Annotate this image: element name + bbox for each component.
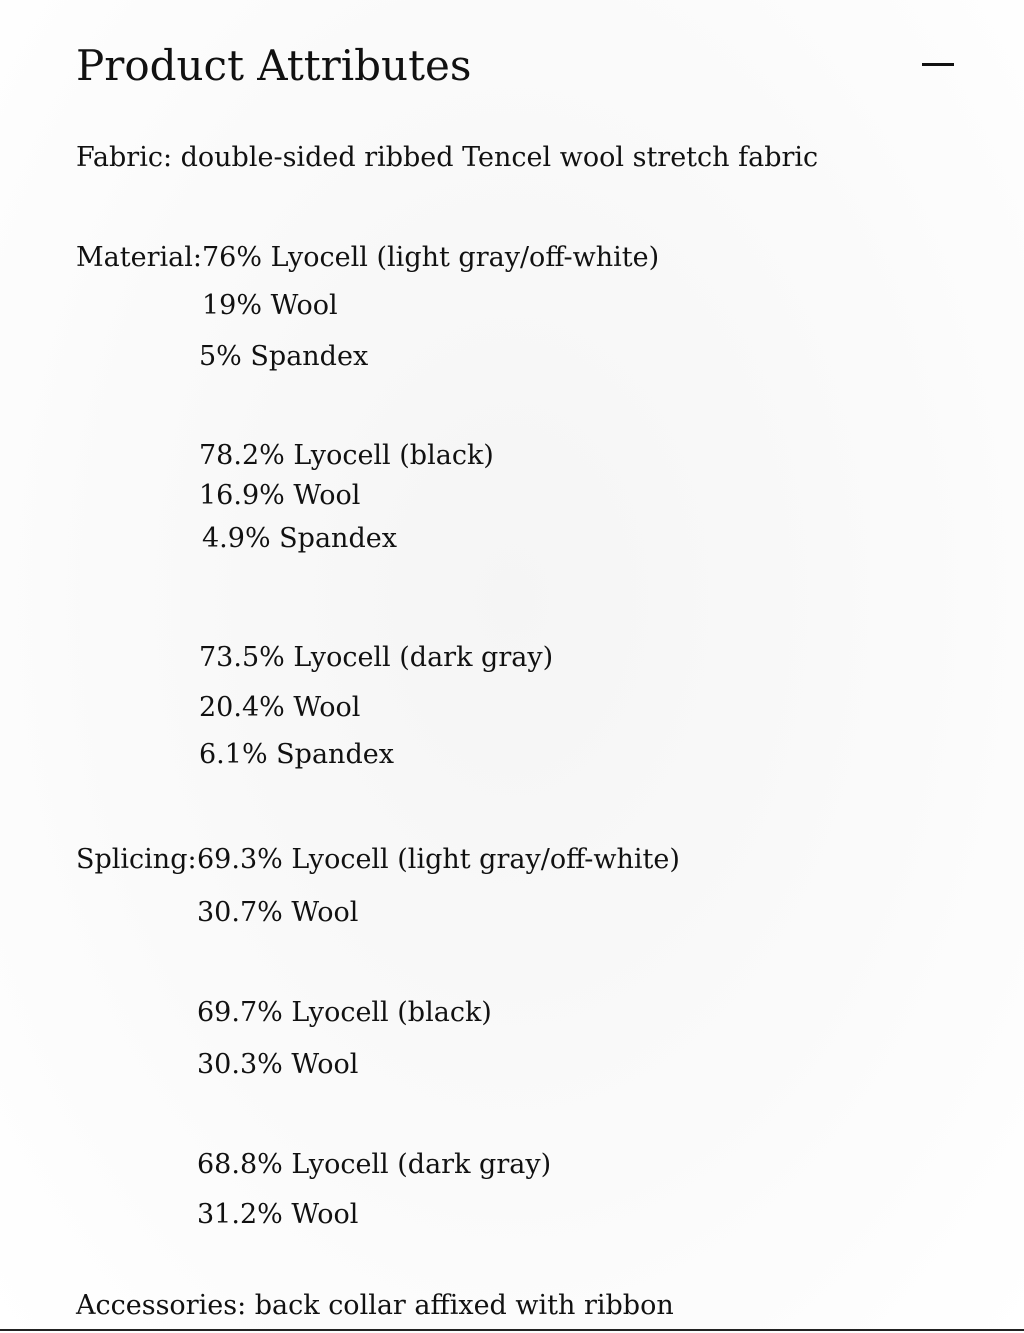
accessories-line: Accessories: back collar affixed with ribbon (76, 1290, 674, 1321)
fabric-line: Fabric: double-sided ribbed Tencel wool stretch fabric (76, 142, 819, 173)
splicing-value: 30.3% Wool (197, 1049, 359, 1080)
splicing-value: 30.7% Wool (197, 897, 359, 928)
material-value: 78.2% Lyocell (black) (199, 440, 494, 471)
splicing-value: 68.8% Lyocell (dark gray) (197, 1149, 552, 1180)
splicing-label: Splicing: (76, 844, 197, 875)
material-value: 5% Spandex (199, 341, 369, 372)
splicing-value: 31.2% Wool (197, 1199, 359, 1230)
material-value: 20.4% Wool (199, 692, 361, 723)
material-value: 16.9% Wool (199, 480, 361, 511)
material-value: 4.9% Spandex (202, 523, 397, 554)
material-value: 76% Lyocell (light gray/off-white) (202, 242, 660, 273)
material-value: 6.1% Spandex (199, 739, 394, 770)
minus-icon (922, 63, 954, 66)
material-value: 73.5% Lyocell (dark gray) (199, 642, 554, 673)
material-value: 19% Wool (202, 290, 338, 321)
collapse-button[interactable] (920, 48, 956, 80)
splicing-value: 69.7% Lyocell (black) (197, 997, 492, 1028)
section-title: Product Attributes (76, 41, 472, 90)
splicing-value: 69.3% Lyocell (light gray/off-white) (197, 844, 680, 875)
material-label: Material: (76, 242, 202, 273)
divider (0, 1329, 1024, 1331)
